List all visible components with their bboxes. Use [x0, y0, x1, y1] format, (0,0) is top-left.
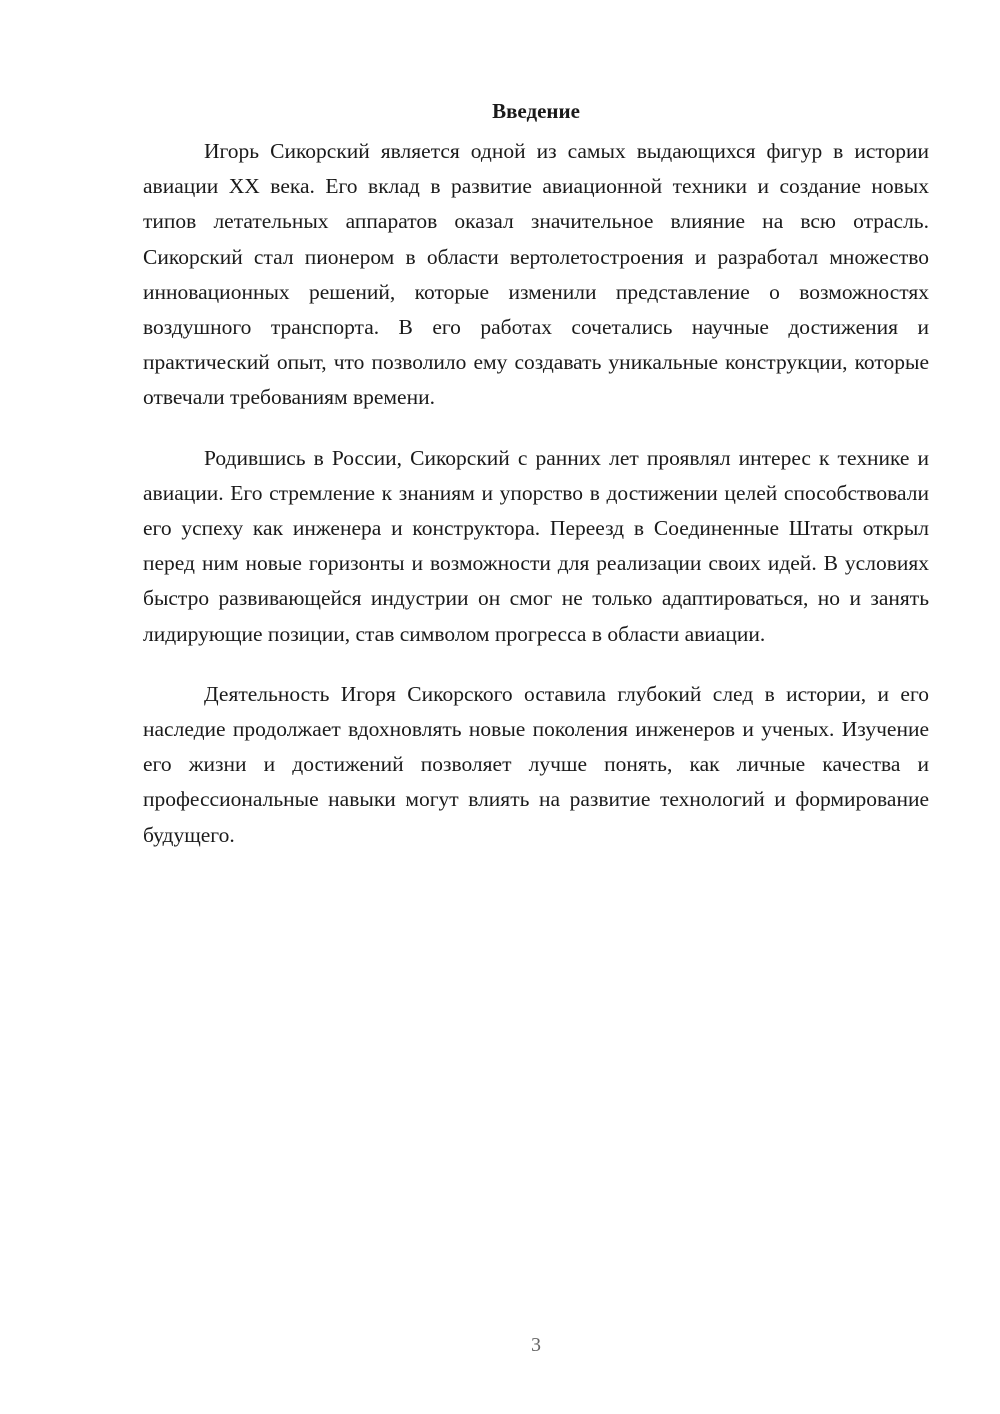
paragraph-3: Деятельность Игоря Сикорского оставила глубокий след в истории, и его наследие продолжает вдохновлять новые поколения инженеров и ученых. Изучение его жизни и достижений позволяет лучше понять, как личные качества и профессиональные навыки могут влиять на развитие технологий и формирование будущего.	[143, 681, 929, 847]
page-number: 3	[531, 1334, 541, 1356]
paragraph-1: Игорь Сикорский является одной из самых выдающихся фигур в истории авиации XX века. Его вклад в развитие авиационной техники и создание новых типов летательных аппаратов оказал значительное влияние на всю отрасль. Сикорский стал пионером в области вертолетостроения и разработал множество инновационных решений, которые изменили представление о возможностях воздушного транспорта. В его работах сочетались научные достижения и практический опыт, что позволило ему создавать уникальные конструкции, которые отвечали требованиям времени.	[143, 139, 929, 410]
paragraph-2: Родившись в России, Сикорский с ранних лет проявлял интерес к технике и авиации. Его стремление к знаниям и упорство в достижении целей способствовали его успеху как инженера и конструктора. Переезд в Соединенные Штаты открыл перед ним новые горизонты и возможности для реализации своих идей. В условиях быстро развивающейся индустрии он смог не только адаптироваться, но и занять лидирующие позиции, став символом прогресса в области авиации.	[143, 445, 929, 646]
section-heading: Введение	[492, 99, 580, 123]
page-content	[143, 96, 929, 878]
